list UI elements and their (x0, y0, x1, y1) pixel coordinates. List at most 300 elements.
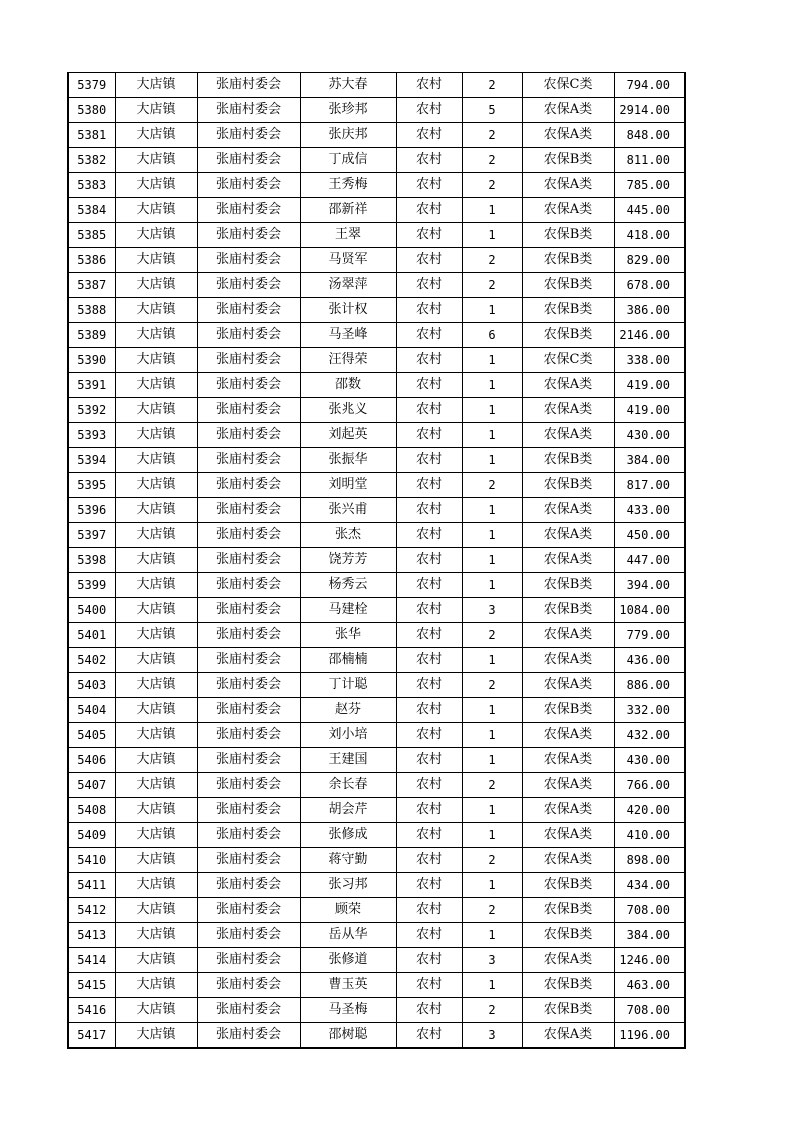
name-cell: 张振华 (300, 448, 396, 473)
relief-roster-table (67, 72, 686, 1049)
name-cell: 张杰 (300, 523, 396, 548)
table-row (68, 948, 685, 973)
area-type-cell: 农村 (396, 723, 462, 748)
household-count-cell: 1 (462, 723, 522, 748)
table-row (68, 898, 685, 923)
town-cell: 大店镇 (115, 373, 197, 398)
town-cell: 大店镇 (115, 698, 197, 723)
village-committee-cell: 张庙村委会 (197, 523, 300, 548)
category-cell: 农保A类 (522, 623, 614, 648)
table-row (68, 923, 685, 948)
household-count-cell: 2 (462, 148, 522, 173)
household-count-cell: 1 (462, 398, 522, 423)
town-cell: 大店镇 (115, 323, 197, 348)
name-cell: 赵芬 (300, 698, 396, 723)
household-count-cell: 1 (462, 798, 522, 823)
household-count-cell: 2 (462, 623, 522, 648)
amount-cell: 898.00 (614, 848, 685, 873)
name-cell: 余长春 (300, 773, 396, 798)
amount-cell: 419.00 (614, 398, 685, 423)
town-cell: 大店镇 (115, 423, 197, 448)
town-cell: 大店镇 (115, 873, 197, 898)
serial-no-cell: 5407 (68, 773, 115, 798)
category-cell: 农保B类 (522, 923, 614, 948)
area-type-cell: 农村 (396, 123, 462, 148)
town-cell: 大店镇 (115, 173, 197, 198)
area-type-cell: 农村 (396, 473, 462, 498)
name-cell: 丁成信 (300, 148, 396, 173)
name-cell: 顾荣 (300, 898, 396, 923)
name-cell: 张修成 (300, 823, 396, 848)
table-row (68, 723, 685, 748)
town-cell: 大店镇 (115, 498, 197, 523)
household-count-cell: 1 (462, 298, 522, 323)
category-cell: 农保C类 (522, 348, 614, 373)
serial-no-cell: 5402 (68, 648, 115, 673)
serial-no-cell: 5381 (68, 123, 115, 148)
category-cell: 农保B类 (522, 323, 614, 348)
village-committee-cell: 张庙村委会 (197, 898, 300, 923)
town-cell: 大店镇 (115, 798, 197, 823)
amount-cell: 420.00 (614, 798, 685, 823)
category-cell: 农保A类 (522, 1023, 614, 1049)
town-cell: 大店镇 (115, 973, 197, 998)
village-committee-cell: 张庙村委会 (197, 73, 300, 98)
area-type-cell: 农村 (396, 573, 462, 598)
town-cell: 大店镇 (115, 398, 197, 423)
category-cell: 农保B类 (522, 248, 614, 273)
household-count-cell: 6 (462, 323, 522, 348)
category-cell: 农保B类 (522, 898, 614, 923)
name-cell: 刘明堂 (300, 473, 396, 498)
table-row (68, 698, 685, 723)
amount-cell: 434.00 (614, 873, 685, 898)
town-cell: 大店镇 (115, 198, 197, 223)
household-count-cell: 2 (462, 898, 522, 923)
amount-cell: 829.00 (614, 248, 685, 273)
village-committee-cell: 张庙村委会 (197, 373, 300, 398)
serial-no-cell: 5380 (68, 98, 115, 123)
category-cell: 农保A类 (522, 948, 614, 973)
area-type-cell: 农村 (396, 148, 462, 173)
town-cell: 大店镇 (115, 823, 197, 848)
area-type-cell: 农村 (396, 998, 462, 1023)
village-committee-cell: 张庙村委会 (197, 798, 300, 823)
name-cell: 邵新祥 (300, 198, 396, 223)
household-count-cell: 2 (462, 473, 522, 498)
household-count-cell: 2 (462, 273, 522, 298)
area-type-cell: 农村 (396, 1023, 462, 1049)
name-cell: 岳从华 (300, 923, 396, 948)
table-row (68, 823, 685, 848)
serial-no-cell: 5387 (68, 273, 115, 298)
town-cell: 大店镇 (115, 548, 197, 573)
village-committee-cell: 张庙村委会 (197, 548, 300, 573)
serial-no-cell: 5409 (68, 823, 115, 848)
amount-cell: 817.00 (614, 473, 685, 498)
amount-cell: 384.00 (614, 448, 685, 473)
name-cell: 蒋守勤 (300, 848, 396, 873)
village-committee-cell: 张庙村委会 (197, 173, 300, 198)
amount-cell: 708.00 (614, 898, 685, 923)
area-type-cell: 农村 (396, 823, 462, 848)
town-cell: 大店镇 (115, 348, 197, 373)
area-type-cell: 农村 (396, 323, 462, 348)
town-cell: 大店镇 (115, 598, 197, 623)
household-count-cell: 2 (462, 173, 522, 198)
serial-no-cell: 5382 (68, 148, 115, 173)
village-committee-cell: 张庙村委会 (197, 398, 300, 423)
serial-no-cell: 5401 (68, 623, 115, 648)
serial-no-cell: 5398 (68, 548, 115, 573)
area-type-cell: 农村 (396, 973, 462, 998)
area-type-cell: 农村 (396, 373, 462, 398)
household-count-cell: 1 (462, 923, 522, 948)
name-cell: 邵树聪 (300, 1023, 396, 1049)
serial-no-cell: 5410 (68, 848, 115, 873)
table-row (68, 348, 685, 373)
area-type-cell: 农村 (396, 773, 462, 798)
table-row (68, 323, 685, 348)
category-cell: 农保A类 (522, 848, 614, 873)
category-cell: 农保A类 (522, 423, 614, 448)
name-cell: 张兆义 (300, 398, 396, 423)
town-cell: 大店镇 (115, 673, 197, 698)
name-cell: 苏大春 (300, 73, 396, 98)
area-type-cell: 农村 (396, 598, 462, 623)
category-cell: 农保A类 (522, 398, 614, 423)
area-type-cell: 农村 (396, 398, 462, 423)
category-cell: 农保A类 (522, 723, 614, 748)
area-type-cell: 农村 (396, 173, 462, 198)
village-committee-cell: 张庙村委会 (197, 448, 300, 473)
table-row (68, 198, 685, 223)
amount-cell: 432.00 (614, 723, 685, 748)
household-count-cell: 1 (462, 823, 522, 848)
household-count-cell: 1 (462, 748, 522, 773)
category-cell: 农保B类 (522, 573, 614, 598)
village-committee-cell: 张庙村委会 (197, 973, 300, 998)
table-row (68, 798, 685, 823)
name-cell: 胡会芹 (300, 798, 396, 823)
category-cell: 农保A类 (522, 173, 614, 198)
category-cell: 农保B类 (522, 973, 614, 998)
area-type-cell: 农村 (396, 423, 462, 448)
category-cell: 农保B类 (522, 873, 614, 898)
table-body (68, 73, 685, 1049)
amount-cell: 1246.00 (614, 948, 685, 973)
category-cell: 农保B类 (522, 448, 614, 473)
name-cell: 张珍邦 (300, 98, 396, 123)
name-cell: 王秀梅 (300, 173, 396, 198)
serial-no-cell: 5391 (68, 373, 115, 398)
household-count-cell: 2 (462, 248, 522, 273)
table-row (68, 848, 685, 873)
amount-cell: 430.00 (614, 423, 685, 448)
amount-cell: 418.00 (614, 223, 685, 248)
table-row (68, 448, 685, 473)
serial-no-cell: 5400 (68, 598, 115, 623)
category-cell: 农保A类 (522, 523, 614, 548)
category-cell: 农保A类 (522, 773, 614, 798)
village-committee-cell: 张庙村委会 (197, 573, 300, 598)
household-count-cell: 3 (462, 1023, 522, 1049)
amount-cell: 886.00 (614, 673, 685, 698)
village-committee-cell: 张庙村委会 (197, 473, 300, 498)
town-cell: 大店镇 (115, 473, 197, 498)
serial-no-cell: 5406 (68, 748, 115, 773)
serial-no-cell: 5385 (68, 223, 115, 248)
area-type-cell: 农村 (396, 523, 462, 548)
town-cell: 大店镇 (115, 848, 197, 873)
amount-cell: 332.00 (614, 698, 685, 723)
serial-no-cell: 5411 (68, 873, 115, 898)
household-count-cell: 2 (462, 773, 522, 798)
village-committee-cell: 张庙村委会 (197, 123, 300, 148)
table-row (68, 148, 685, 173)
area-type-cell: 农村 (396, 298, 462, 323)
serial-no-cell: 5384 (68, 198, 115, 223)
serial-no-cell: 5396 (68, 498, 115, 523)
town-cell: 大店镇 (115, 223, 197, 248)
household-count-cell: 1 (462, 973, 522, 998)
category-cell: 农保B类 (522, 998, 614, 1023)
serial-no-cell: 5390 (68, 348, 115, 373)
town-cell: 大店镇 (115, 923, 197, 948)
category-cell: 农保A类 (522, 673, 614, 698)
village-committee-cell: 张庙村委会 (197, 623, 300, 648)
name-cell: 邵数 (300, 373, 396, 398)
table-row (68, 573, 685, 598)
area-type-cell: 农村 (396, 248, 462, 273)
village-committee-cell: 张庙村委会 (197, 198, 300, 223)
amount-cell: 419.00 (614, 373, 685, 398)
amount-cell: 463.00 (614, 973, 685, 998)
table-row (68, 248, 685, 273)
household-count-cell: 1 (462, 698, 522, 723)
category-cell: 农保B类 (522, 298, 614, 323)
town-cell: 大店镇 (115, 748, 197, 773)
household-count-cell: 1 (462, 223, 522, 248)
category-cell: 农保B类 (522, 698, 614, 723)
serial-no-cell: 5389 (68, 323, 115, 348)
household-count-cell: 1 (462, 373, 522, 398)
serial-no-cell: 5408 (68, 798, 115, 823)
household-count-cell: 2 (462, 73, 522, 98)
household-count-cell: 1 (462, 873, 522, 898)
area-type-cell: 农村 (396, 748, 462, 773)
table-row (68, 223, 685, 248)
serial-no-cell: 5388 (68, 298, 115, 323)
table-row (68, 973, 685, 998)
amount-cell: 794.00 (614, 73, 685, 98)
category-cell: 农保A类 (522, 198, 614, 223)
village-committee-cell: 张庙村委会 (197, 348, 300, 373)
town-cell: 大店镇 (115, 98, 197, 123)
village-committee-cell: 张庙村委会 (197, 248, 300, 273)
village-committee-cell: 张庙村委会 (197, 948, 300, 973)
name-cell: 马圣梅 (300, 998, 396, 1023)
amount-cell: 338.00 (614, 348, 685, 373)
village-committee-cell: 张庙村委会 (197, 823, 300, 848)
name-cell: 刘小培 (300, 723, 396, 748)
amount-cell: 785.00 (614, 173, 685, 198)
town-cell: 大店镇 (115, 623, 197, 648)
village-committee-cell: 张庙村委会 (197, 723, 300, 748)
village-committee-cell: 张庙村委会 (197, 498, 300, 523)
town-cell: 大店镇 (115, 1023, 197, 1049)
name-cell: 张习邦 (300, 873, 396, 898)
table-row (68, 473, 685, 498)
table-row (68, 648, 685, 673)
town-cell: 大店镇 (115, 248, 197, 273)
area-type-cell: 农村 (396, 948, 462, 973)
table-row (68, 98, 685, 123)
town-cell: 大店镇 (115, 273, 197, 298)
category-cell: 农保A类 (522, 123, 614, 148)
area-type-cell: 农村 (396, 498, 462, 523)
town-cell: 大店镇 (115, 298, 197, 323)
village-committee-cell: 张庙村委会 (197, 648, 300, 673)
town-cell: 大店镇 (115, 573, 197, 598)
name-cell: 刘起英 (300, 423, 396, 448)
table-row (68, 423, 685, 448)
category-cell: 农保A类 (522, 648, 614, 673)
area-type-cell: 农村 (396, 223, 462, 248)
household-count-cell: 1 (462, 448, 522, 473)
amount-cell: 708.00 (614, 998, 685, 1023)
name-cell: 曹玉英 (300, 973, 396, 998)
name-cell: 马建栓 (300, 598, 396, 623)
town-cell: 大店镇 (115, 948, 197, 973)
household-count-cell: 1 (462, 573, 522, 598)
household-count-cell: 2 (462, 673, 522, 698)
name-cell: 王翠 (300, 223, 396, 248)
area-type-cell: 农村 (396, 548, 462, 573)
household-count-cell: 2 (462, 848, 522, 873)
amount-cell: 384.00 (614, 923, 685, 948)
town-cell: 大店镇 (115, 723, 197, 748)
village-committee-cell: 张庙村委会 (197, 873, 300, 898)
table-row (68, 273, 685, 298)
name-cell: 马圣峰 (300, 323, 396, 348)
town-cell: 大店镇 (115, 123, 197, 148)
household-count-cell: 1 (462, 648, 522, 673)
table-row (68, 173, 685, 198)
table-row (68, 523, 685, 548)
table-row (68, 73, 685, 98)
amount-cell: 433.00 (614, 498, 685, 523)
table-row (68, 598, 685, 623)
amount-cell: 779.00 (614, 623, 685, 648)
category-cell: 农保A类 (522, 548, 614, 573)
amount-cell: 766.00 (614, 773, 685, 798)
name-cell: 丁计聪 (300, 673, 396, 698)
town-cell: 大店镇 (115, 523, 197, 548)
serial-no-cell: 5395 (68, 473, 115, 498)
village-committee-cell: 张庙村委会 (197, 923, 300, 948)
area-type-cell: 农村 (396, 448, 462, 473)
area-type-cell: 农村 (396, 873, 462, 898)
area-type-cell: 农村 (396, 648, 462, 673)
serial-no-cell: 5404 (68, 698, 115, 723)
household-count-cell: 1 (462, 348, 522, 373)
category-cell: 农保A类 (522, 98, 614, 123)
amount-cell: 678.00 (614, 273, 685, 298)
area-type-cell: 农村 (396, 698, 462, 723)
area-type-cell: 农村 (396, 273, 462, 298)
town-cell: 大店镇 (115, 998, 197, 1023)
category-cell: 农保A类 (522, 798, 614, 823)
category-cell: 农保B类 (522, 273, 614, 298)
town-cell: 大店镇 (115, 73, 197, 98)
name-cell: 张计权 (300, 298, 396, 323)
amount-cell: 450.00 (614, 523, 685, 548)
amount-cell: 1196.00 (614, 1023, 685, 1049)
amount-cell: 848.00 (614, 123, 685, 148)
amount-cell: 811.00 (614, 148, 685, 173)
amount-cell: 394.00 (614, 573, 685, 598)
village-committee-cell: 张庙村委会 (197, 673, 300, 698)
name-cell: 汤翠萍 (300, 273, 396, 298)
table-row (68, 773, 685, 798)
village-committee-cell: 张庙村委会 (197, 998, 300, 1023)
town-cell: 大店镇 (115, 648, 197, 673)
serial-no-cell: 5392 (68, 398, 115, 423)
serial-no-cell: 5413 (68, 923, 115, 948)
village-committee-cell: 张庙村委会 (197, 848, 300, 873)
table-row (68, 873, 685, 898)
category-cell: 农保B类 (522, 223, 614, 248)
village-committee-cell: 张庙村委会 (197, 148, 300, 173)
category-cell: 农保A类 (522, 373, 614, 398)
village-committee-cell: 张庙村委会 (197, 298, 300, 323)
amount-cell: 410.00 (614, 823, 685, 848)
area-type-cell: 农村 (396, 673, 462, 698)
table-row (68, 373, 685, 398)
amount-cell: 436.00 (614, 648, 685, 673)
name-cell: 张华 (300, 623, 396, 648)
serial-no-cell: 5393 (68, 423, 115, 448)
category-cell: 农保B类 (522, 148, 614, 173)
table-row (68, 998, 685, 1023)
serial-no-cell: 5412 (68, 898, 115, 923)
table-row (68, 298, 685, 323)
town-cell: 大店镇 (115, 898, 197, 923)
serial-no-cell: 5383 (68, 173, 115, 198)
area-type-cell: 农村 (396, 898, 462, 923)
table-row (68, 398, 685, 423)
village-committee-cell: 张庙村委会 (197, 1023, 300, 1049)
serial-no-cell: 5403 (68, 673, 115, 698)
serial-no-cell: 5379 (68, 73, 115, 98)
town-cell: 大店镇 (115, 448, 197, 473)
serial-no-cell: 5397 (68, 523, 115, 548)
name-cell: 汪得荣 (300, 348, 396, 373)
serial-no-cell: 5405 (68, 723, 115, 748)
village-committee-cell: 张庙村委会 (197, 98, 300, 123)
household-count-cell: 1 (462, 523, 522, 548)
category-cell: 农保B类 (522, 473, 614, 498)
name-cell: 张修道 (300, 948, 396, 973)
village-committee-cell: 张庙村委会 (197, 598, 300, 623)
household-count-cell: 1 (462, 548, 522, 573)
household-count-cell: 3 (462, 948, 522, 973)
village-committee-cell: 张庙村委会 (197, 698, 300, 723)
household-count-cell: 1 (462, 198, 522, 223)
area-type-cell: 农村 (396, 348, 462, 373)
amount-cell: 430.00 (614, 748, 685, 773)
